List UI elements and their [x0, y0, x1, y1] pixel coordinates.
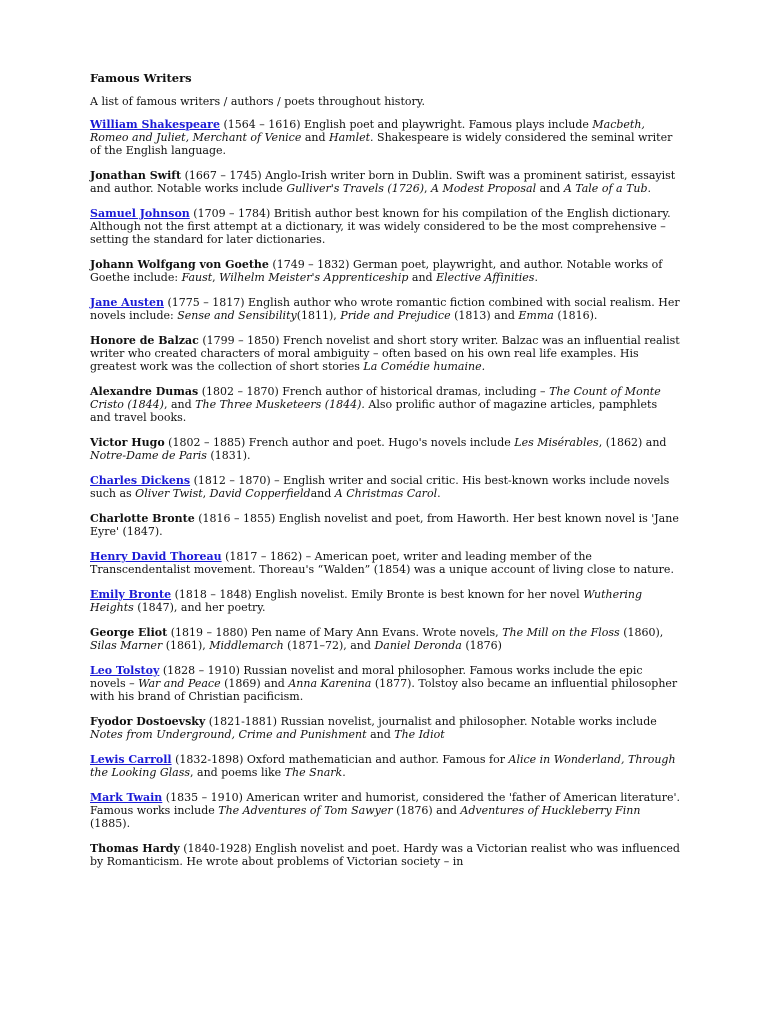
- writer-name-link[interactable]: Henry David Thoreau: [90, 550, 222, 563]
- work-title: Silas Marner: [90, 639, 163, 652]
- work-title: Notre-Dame de Paris: [90, 449, 207, 462]
- entry-text: (1876): [461, 639, 502, 652]
- entry-text: (1802 – 1885) French author and poet. Hugo's novels include: [164, 436, 515, 449]
- writer-name-link[interactable]: Charles Dickens: [90, 474, 191, 487]
- work-title: A Tale of a Tub: [563, 182, 648, 195]
- writer-name: Johann Wolfgang von Goethe: [90, 258, 269, 271]
- writer-name-link[interactable]: Jane Austen: [90, 296, 164, 309]
- entry-text: , and poems like: [190, 766, 285, 779]
- entry-text: (1861),: [162, 639, 210, 652]
- entry-text: (1749 – 1832) German poet, playwright, and author. Notable works of Goethe include:: [90, 258, 663, 284]
- writer-list: [90, 118, 680, 868]
- entry-text: (1876) and: [392, 804, 461, 817]
- entry-text: (1869) and: [220, 677, 289, 690]
- writer-entry: [90, 550, 680, 576]
- writer-entry: [90, 588, 680, 614]
- entry-text: ,: [202, 487, 210, 500]
- entry-text: and: [310, 487, 335, 500]
- work-title: Hamlet.: [329, 131, 374, 144]
- entry-text: (1816).: [553, 309, 598, 322]
- writer-entry: [90, 626, 680, 652]
- document-body: [90, 70, 680, 880]
- work-title: The Three Musketeers (1844).: [195, 398, 365, 411]
- work-title: Emma: [518, 309, 554, 322]
- work-title: War and Peace: [138, 677, 221, 690]
- work-title: Oliver Twist: [135, 487, 203, 500]
- writer-name: Alexandre Dumas: [90, 385, 199, 398]
- entry-text: ,: [424, 182, 432, 195]
- writer-entry: [90, 296, 680, 322]
- entry-text: and: [366, 728, 395, 741]
- work-title: The Adventures of Tom Sawyer: [218, 804, 393, 817]
- writer-entry: [90, 169, 680, 195]
- entry-text: (1818 – 1848) English novelist. Emily Bronte is best known for her novel: [171, 588, 584, 601]
- writer-name-link[interactable]: Lewis Carroll: [90, 753, 172, 766]
- work-title: Faust: [181, 271, 213, 284]
- writer-entry: [90, 334, 680, 373]
- work-title: Wilhelm Meister's Apprenticeship: [219, 271, 409, 284]
- work-title: Les Misérables: [514, 436, 599, 449]
- writer-entry: [90, 474, 680, 500]
- entry-text: and: [301, 131, 330, 144]
- entry-text: (1871–72), and: [283, 639, 375, 652]
- writer-name-link[interactable]: Emily Bronte: [90, 588, 172, 601]
- entry-text: (1816 – 1855) English novelist and poet, from Haworth. Her best known novel is 'Jane Eyre' (1847).: [90, 512, 679, 538]
- work-title: Notes from Underground, Crime and Punishment: [90, 728, 367, 741]
- work-title: The Idiot: [394, 728, 445, 741]
- writer-name-link[interactable]: Leo Tolstoy: [90, 664, 160, 677]
- entry-text: .: [647, 182, 652, 195]
- entry-text: (1799 – 1850) French novelist and short story writer. Balzac was an influential realist writer who created characters of moral ambiguity – often based on his own real life examples. His greatest work was the collection of short stories: [90, 334, 680, 373]
- work-title: Macbeth, Romeo and Juliet, Merchant of Venice: [90, 118, 645, 144]
- entry-text: (1821-1881) Russian novelist, journalist and philosopher. Notable works include: [205, 715, 657, 728]
- entry-text: , and: [163, 398, 196, 411]
- writer-entry: [90, 715, 680, 741]
- work-title: Anna Karenina: [288, 677, 372, 690]
- entry-text: and: [408, 271, 437, 284]
- entry-text: (1564 – 1616) English poet and playwright. Famous plays include: [219, 118, 593, 131]
- entry-text: (1667 – 1745) Anglo-Irish writer born in Dublin. Swift was a prominent satirist, essayist and author. Notable works include: [90, 169, 676, 195]
- work-title: Gulliver's Travels (1726): [286, 182, 425, 195]
- entry-text: .: [342, 766, 346, 779]
- writer-name: George Eliot: [90, 626, 168, 639]
- work-title: David Copperfield: [209, 487, 311, 500]
- writer-name: Fyodor Dostoevsky: [90, 715, 206, 728]
- entry-text: (1813) and: [450, 309, 519, 322]
- writer-entry: [90, 258, 680, 284]
- entry-text: (1812 – 1870) – English writer and social critic. His best-known works include novels such as: [90, 474, 670, 500]
- entry-text: (1847), and her poetry.: [133, 601, 266, 614]
- work-title: Daniel Deronda: [374, 639, 462, 652]
- writer-name-link[interactable]: William Shakespeare: [90, 118, 220, 131]
- writer-entry: [90, 512, 680, 538]
- entry-text: (1828 – 1910) Russian novelist and moral philosopher. Famous works include the epic novels –: [90, 664, 643, 690]
- entry-text: (1819 – 1880) Pen name of Mary Ann Evans. Wrote novels,: [167, 626, 503, 639]
- entry-text: (1775 – 1817) English author who wrote romantic fiction combined with social realism. Her novels include:: [90, 296, 680, 322]
- work-title: A Christmas Carol: [334, 487, 438, 500]
- writer-entry: [90, 753, 680, 779]
- writer-name: Honore de Balzac: [90, 334, 199, 347]
- entry-text: (1835 – 1910) American writer and humorist, considered the 'father of American literature'. Famous works include: [90, 791, 680, 817]
- writer-entry: [90, 207, 680, 246]
- writer-name-link[interactable]: Samuel Johnson: [90, 207, 190, 220]
- entry-text: Shakespeare is widely considered the seminal writer of the English language.: [90, 131, 673, 157]
- work-title: Alice in Wonderland, Through the Looking Glass: [90, 753, 676, 779]
- entry-text: (1709 – 1784) British author best known for his compilation of the English dictionary. Although not the first attempt at a dictionary, it was widely considered to be the most comprehensive – setting the standard for later dictionaries.: [90, 207, 671, 246]
- writer-entry: [90, 385, 680, 424]
- entry-text: .: [534, 271, 538, 284]
- writer-entry: [90, 436, 680, 462]
- writer-name: Jonathan Swift: [90, 169, 182, 182]
- work-title: La Comédie humaine.: [363, 360, 486, 373]
- entry-text: .: [437, 487, 441, 500]
- writer-name: Charlotte Bronte: [90, 512, 195, 525]
- entry-text: (1831).: [206, 449, 251, 462]
- work-title: A Modest Proposal: [431, 182, 537, 195]
- work-title: The Snark: [284, 766, 343, 779]
- work-title: Pride and Prejudice: [340, 309, 451, 322]
- writer-entry: [90, 791, 680, 830]
- entry-text: Also prolific author of magazine articles, pamphlets and travel books.: [90, 398, 658, 424]
- work-title: Sense and Sensibility: [177, 309, 297, 322]
- writer-name: Victor Hugo: [90, 436, 165, 449]
- entry-text: (1860),: [619, 626, 664, 639]
- work-title: The Count of Monte Cristo (1844): [90, 385, 661, 411]
- document-title: Famous Writers: [90, 71, 192, 85]
- entry-text: (1811),: [296, 309, 341, 322]
- entry-text: (1802 – 1870) French author of historical dramas, including –: [198, 385, 550, 398]
- entry-text: and: [536, 182, 564, 195]
- entry-text: (1885).: [90, 817, 131, 830]
- writer-name: Thomas Hardy: [90, 842, 180, 855]
- entry-text: (1832-1898) Oxford mathematician and author. Famous for: [171, 753, 509, 766]
- work-title: Middlemarch: [209, 639, 284, 652]
- entry-text: , (1862) and: [598, 436, 667, 449]
- document-intro: A list of famous writers / authors / poets throughout history.: [90, 95, 425, 108]
- entry-text: (1840-1928) English novelist and poet. Hardy was a Victorian realist who was influenced by Romanticism. He wrote about problems of Victorian society – in: [90, 842, 680, 868]
- entry-text: ,: [212, 271, 220, 284]
- entry-text: (1877). Tolstoy also became an influential philosopher with his brand of Christian pacificism.: [90, 677, 678, 703]
- writer-entry: [90, 118, 680, 157]
- work-title: Wuthering Heights: [90, 588, 643, 614]
- writer-entry: [90, 664, 680, 703]
- work-title: The Mill on the Floss: [502, 626, 620, 639]
- work-title: Adventures of Huckleberry Finn: [460, 804, 641, 817]
- entry-text: (1817 – 1862) – American poet, writer and leading member of the Transcendentalist movement. Thoreau's “Walden” (1854) was a unique account of living close to nature.: [90, 550, 674, 576]
- work-title: Elective Affinities: [436, 271, 535, 284]
- writer-name-link[interactable]: Mark Twain: [90, 791, 163, 804]
- writer-entry: [90, 842, 680, 868]
